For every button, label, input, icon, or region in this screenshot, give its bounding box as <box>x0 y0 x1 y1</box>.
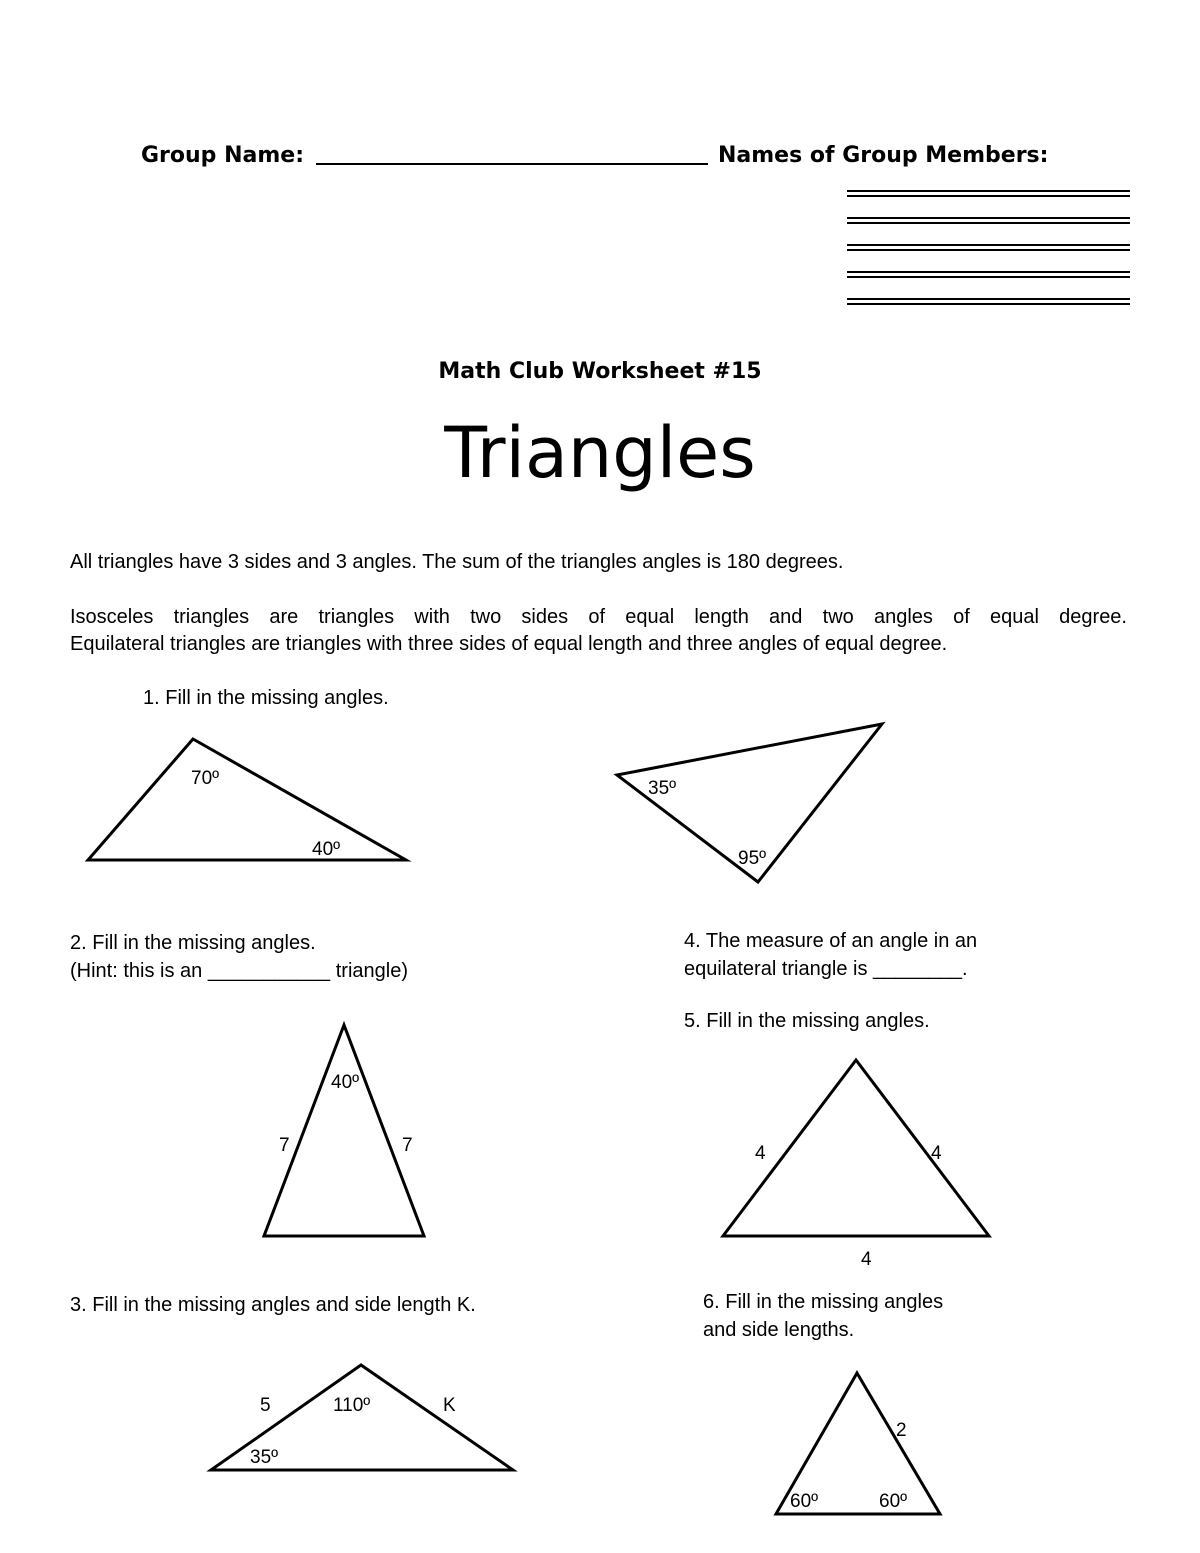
triq3-angle-top: 110º <box>333 1395 371 1416</box>
tri5-side-right: 4 <box>931 1143 942 1164</box>
tri3-angle-top: 40º <box>331 1072 360 1093</box>
group-members-label: Names of Group Members: <box>718 143 1049 168</box>
group-name-label: Group Name: <box>141 143 304 168</box>
question-4-line-1: 4. The measure of an angle in an <box>684 930 978 952</box>
question-2-line-1: 2. Fill in the missing angles. <box>70 932 316 954</box>
tri5-side-bottom: 4 <box>861 1249 872 1270</box>
tri6-side-right: 2 <box>896 1420 907 1441</box>
intro-sum-text: All triangles have 3 sides and 3 angles. The sum of the triangles angles is 180 degrees. <box>70 551 844 573</box>
question-3: 3. Fill in the missing angles and side length K. <box>70 1294 476 1316</box>
tri3-side-right: 7 <box>402 1135 413 1156</box>
question-6-line-1: 6. Fill in the missing angles <box>703 1291 944 1313</box>
triq3-side-right: K <box>443 1395 456 1416</box>
tri2-angle-left: 35º <box>648 778 677 799</box>
tri6-angle-left: 60º <box>790 1491 819 1512</box>
page-title: Triangles <box>444 412 756 494</box>
triq3-side-left: 5 <box>260 1395 271 1416</box>
question-6-line-2: and side lengths. <box>703 1319 855 1341</box>
question-1: 1. Fill in the missing angles. <box>143 687 389 709</box>
worksheet-number: Math Club Worksheet #15 <box>438 359 762 384</box>
question-2-hint: (Hint: this is an ___________ triangle) <box>70 960 408 982</box>
triangle-q1-a <box>88 739 406 860</box>
question-4-line-2: equilateral triangle is ________. <box>684 958 968 980</box>
tri1-angle-right: 40º <box>312 839 341 860</box>
tri6-angle-right: 60º <box>879 1491 908 1512</box>
intro-isosceles-text: Isosceles triangles are triangles with two sides of equal length and two angles of equal degree. <box>70 606 1127 628</box>
tri1-angle-top: 70º <box>191 768 220 789</box>
tri5-side-left: 4 <box>755 1143 766 1164</box>
triangle-q2 <box>264 1025 424 1236</box>
question-5: 5. Fill in the missing angles. <box>684 1010 930 1032</box>
tri2-angle-bottom: 95º <box>738 848 767 869</box>
triq3-angle-left: 35º <box>250 1447 279 1468</box>
intro-equilateral-text: Equilateral triangles are triangles with three sides of equal length and three angles of equal degree. <box>70 633 948 655</box>
tri3-side-left: 7 <box>279 1135 290 1156</box>
